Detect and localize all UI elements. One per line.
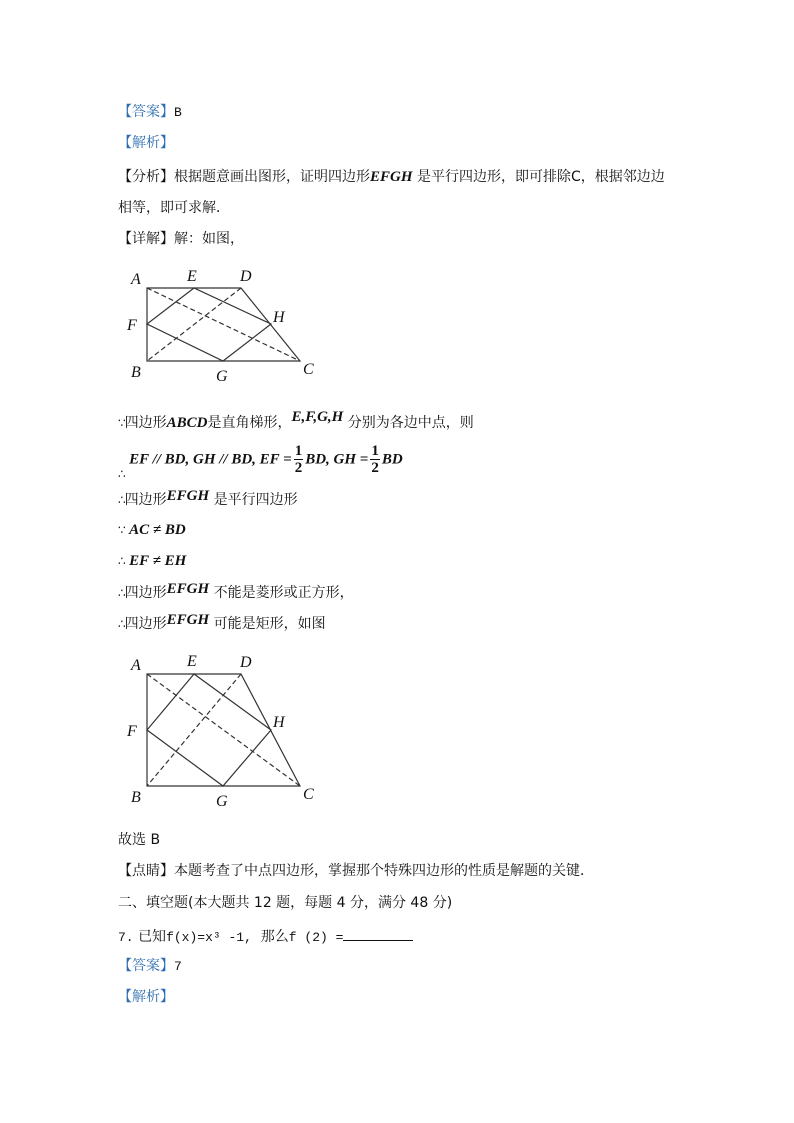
- trapezoid-figure-2: [120, 645, 330, 815]
- step-text: 分别为各边中点，则: [347, 415, 474, 431]
- fraction-half: [294, 443, 304, 476]
- step-text: 四边形: [124, 492, 167, 508]
- label-b: B: [131, 364, 141, 381]
- label-g: G: [216, 793, 228, 810]
- answer-label: 【答案】: [118, 104, 174, 120]
- numerator: 1: [294, 443, 303, 459]
- label-f: F: [127, 723, 137, 740]
- label-b: B: [131, 789, 141, 806]
- math-ac-ne-bd: AC ≠ BD: [129, 522, 186, 538]
- analysis-label: 【解析】: [118, 989, 174, 1005]
- step-6: [118, 583, 354, 603]
- step-2: [118, 443, 403, 483]
- step-text: 四边形: [124, 585, 167, 601]
- numerator: 1: [371, 443, 379, 459]
- analysis-heading-7: [118, 987, 174, 1007]
- fenxi-text: 相等，即可求解．: [118, 200, 230, 216]
- section-heading: [118, 893, 452, 913]
- fenxi-line: [118, 167, 665, 187]
- therefore-symbol: ∴: [118, 466, 125, 481]
- fenxi-line-cont: [118, 198, 230, 218]
- math-efgh: EFGH: [166, 612, 210, 628]
- step-7: [118, 614, 326, 634]
- because-symbol: ∵: [118, 523, 125, 537]
- math-efgh: EFGH: [166, 581, 210, 597]
- label-f: F: [127, 317, 137, 334]
- label-g: G: [216, 368, 228, 385]
- function-call: f (2) =: [288, 930, 344, 945]
- math-efgh: EFGH: [166, 488, 210, 504]
- math-efgh: EFGH: [370, 169, 413, 185]
- question-7: [118, 926, 413, 948]
- dianjing-label: 【点睛】: [118, 863, 174, 879]
- fenxi-text: 是平行四边形，即可排除C，根据邻边边: [416, 169, 665, 185]
- math-expression: EF // BD, GH // BD, EF =: [129, 451, 292, 468]
- label-h: H: [273, 309, 285, 326]
- xiangjie-text: 解：如图，: [174, 231, 244, 247]
- fraction-half: [370, 443, 380, 476]
- answer-line: [118, 102, 182, 123]
- section-title: 二、填空题(本大题共 12 题，每题 4 分，满分 48 分): [118, 895, 453, 911]
- step-text: 是直角梯形，: [207, 415, 292, 431]
- therefore-symbol: ∴: [118, 493, 125, 507]
- label-d: D: [240, 654, 252, 671]
- xiangjie-label: 【详解】: [118, 231, 174, 247]
- therefore-symbol: ∴: [118, 617, 125, 631]
- dianjing-text: 本题考查了中点四边形，掌握那个特殊四边形的性质是解题的关键．: [174, 863, 594, 879]
- step-4: [118, 520, 186, 540]
- conclusion-text: 故选 B: [118, 832, 161, 848]
- fenxi-text: 根据题意画出图形，证明四边形: [174, 169, 370, 185]
- step-text: 不能是菱形或正方形，: [213, 585, 354, 601]
- step-5: [118, 551, 186, 571]
- conclusion: [118, 830, 160, 850]
- dianjing-line: [118, 861, 594, 881]
- answer-value: 7: [174, 959, 182, 974]
- analysis-label: 【解析】: [118, 135, 174, 151]
- label-a: A: [131, 271, 141, 288]
- function-expression: f(x)=x³ -1,: [166, 930, 252, 945]
- math-abcd: ABCD: [166, 415, 208, 431]
- trapezoid-figure-1: [120, 260, 330, 390]
- step-text: 四边形: [124, 415, 167, 431]
- analysis-heading: [118, 133, 174, 153]
- math-expression: BD: [381, 451, 403, 468]
- math-efgh-points: E,F,G,H: [291, 409, 344, 425]
- label-c: C: [303, 361, 314, 378]
- label-d: D: [240, 268, 252, 285]
- answer-blank[interactable]: [343, 926, 413, 941]
- because-symbol: ∵: [118, 416, 125, 430]
- label-c: C: [303, 786, 314, 803]
- step-text: 是平行四边形: [213, 492, 298, 508]
- answer-line-7: [118, 956, 182, 977]
- denominator: 2: [294, 460, 303, 476]
- question-text: 那么: [260, 929, 289, 945]
- fenxi-label: 【分析】: [118, 169, 174, 185]
- label-e: E: [187, 268, 197, 285]
- answer-label: 【答案】: [118, 958, 174, 974]
- denominator: 2: [371, 460, 379, 476]
- label-e: E: [187, 653, 197, 670]
- label-h: H: [273, 714, 285, 731]
- step-text: 四边形: [124, 616, 167, 632]
- therefore-symbol: ∴: [118, 586, 125, 600]
- math-ef-ne-eh: EF ≠ EH: [129, 553, 187, 569]
- question-number: 7.: [118, 930, 134, 945]
- answer-value: B: [174, 105, 182, 120]
- step-3: [118, 490, 298, 510]
- step-1: [118, 409, 474, 433]
- label-a: A: [131, 657, 141, 674]
- math-expression: BD, GH =: [305, 451, 369, 468]
- therefore-symbol: ∴: [118, 554, 125, 568]
- xiangjie-line: [118, 229, 244, 249]
- step-text: 可能是矩形，如图: [213, 616, 326, 632]
- question-text: 已知: [138, 929, 167, 945]
